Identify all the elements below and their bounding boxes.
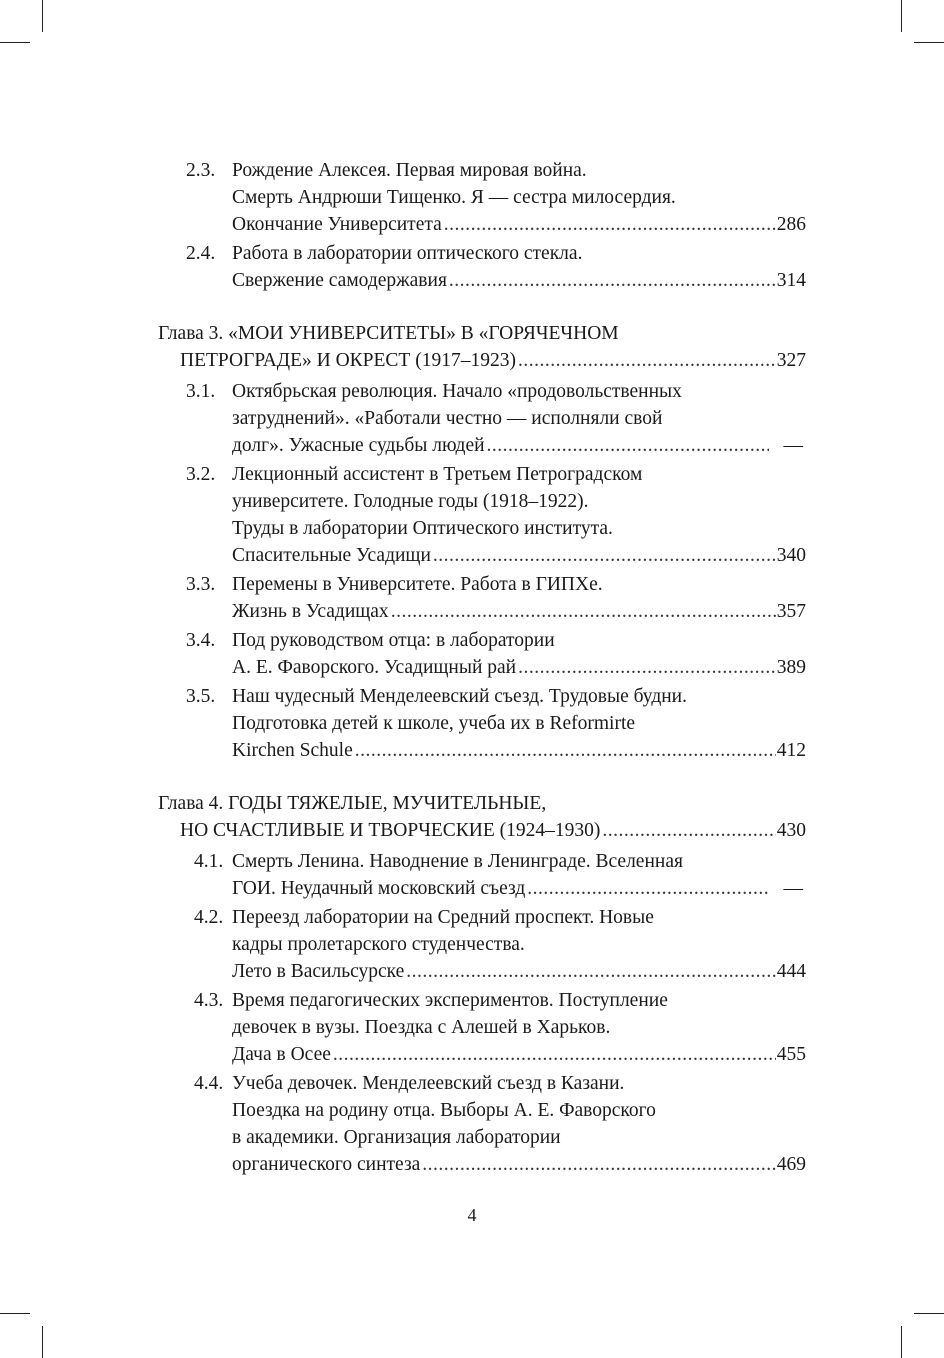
- entry-title-line: Под руководством отца: в лаборатории: [232, 630, 555, 651]
- chapter-title-line: НО СЧАСТЛИВЫЕ И ТВОРЧЕСКИЕ (1924–1930): [180, 820, 601, 841]
- toc-entry-4-1[interactable]: [158, 848, 806, 902]
- entry-title-line: Спасительные Усадищи: [232, 545, 431, 566]
- toc-entry-3-1[interactable]: [158, 378, 806, 459]
- page-number: —: [783, 878, 803, 899]
- entry-title-line: Поездка на родину отца. Выборы А. Е. Фаворского: [232, 1100, 656, 1121]
- entry-number: 3.1.: [186, 381, 216, 402]
- entry-title-line: Лекционный ассистент в Третьем Петроградском: [232, 464, 643, 485]
- dot-leader: [518, 347, 776, 374]
- toc-entry-3-4[interactable]: [158, 627, 806, 681]
- toc-entry-3-2[interactable]: [158, 461, 806, 569]
- chapter-title-line: Глава 3. «МОИ УНИВЕРСИТЕТЫ» В «ГОРЯЧЕЧНОМ: [158, 323, 619, 344]
- crop-mark-bottom-left-v: [42, 1326, 43, 1358]
- toc-entry-3-3[interactable]: [158, 571, 806, 625]
- entry-title-line: кадры пролетарского студенчества.: [232, 934, 525, 955]
- entry-title-line: долг». Ужасные судьбы людей: [232, 435, 485, 456]
- entry-number: 3.5.: [186, 686, 216, 707]
- page-number: 357: [776, 601, 806, 622]
- dot-leader: [391, 598, 776, 625]
- entry-title-line: университете. Голодные годы (1918–1922).: [232, 491, 589, 512]
- page-number: 455: [776, 1044, 806, 1065]
- page-number: —: [783, 435, 803, 456]
- entry-number: 2.3.: [186, 160, 216, 181]
- entry-number: 4.2.: [194, 907, 224, 928]
- crop-mark-bottom-left-h: [0, 1313, 30, 1314]
- entry-title-line: Свержение самодержавия: [232, 270, 447, 291]
- page-number: 444: [776, 961, 806, 982]
- entry-title-line: Переезд лаборатории на Средний проспект. Новые: [232, 907, 654, 928]
- entry-title-line: Лето в Васильсурске: [232, 961, 405, 982]
- entry-title-line: Жизнь в Усадищах: [232, 601, 389, 622]
- dot-leader: [449, 267, 776, 294]
- chapter-title-line: Глава 4. ГОДЫ ТЯЖЕЛЫЕ, МУЧИТЕЛЬНЫЕ,: [158, 793, 547, 814]
- page-number: 286: [776, 214, 806, 235]
- toc-chapter-3[interactable]: [158, 320, 806, 374]
- page-number: 389: [776, 657, 806, 678]
- toc-entry-2-4[interactable]: [158, 240, 806, 294]
- entry-title-line: Kirchen Schule: [232, 740, 353, 761]
- toc-entry-4-4[interactable]: [158, 1070, 806, 1178]
- page-number: 430: [776, 820, 806, 841]
- crop-mark-top-right-h: [914, 42, 944, 43]
- entry-number: 3.3.: [186, 574, 216, 595]
- entry-title-line: девочек в вузы. Поездка с Алешей в Харьков.: [232, 1017, 611, 1038]
- entry-number: 3.2.: [186, 464, 216, 485]
- crop-mark-bottom-right-h: [914, 1313, 944, 1314]
- page-number: 412: [776, 740, 806, 761]
- page-number: 469: [776, 1154, 806, 1175]
- toc-chapter-4[interactable]: [158, 790, 806, 844]
- entry-number: 2.4.: [186, 243, 216, 264]
- entry-title-line: ГОИ. Неудачный московский съезд: [232, 878, 526, 899]
- crop-mark-top-left-h: [0, 42, 30, 43]
- entry-title-line: Окончание Университета: [232, 214, 442, 235]
- entry-title-line: Работа в лаборатории оптического стекла.: [232, 243, 583, 264]
- dot-leader: [422, 1151, 775, 1178]
- entry-number: 4.3.: [194, 990, 224, 1011]
- entry-title-line: Труды в лаборатории Оптического института.: [232, 518, 613, 539]
- page-folio-number: 4: [467, 1205, 477, 1225]
- entry-title-line: Смерть Андрюши Тищенко. Я — сестра милосердия.: [232, 187, 676, 208]
- entry-number: 3.4.: [186, 630, 216, 651]
- entry-number: 4.4.: [194, 1073, 224, 1094]
- table-of-contents: [158, 157, 806, 1180]
- entry-title-line: Учеба девочек. Менделеевский съезд в Казани.: [232, 1073, 625, 1094]
- dot-leader: [406, 958, 775, 985]
- entry-number: 4.1.: [194, 851, 224, 872]
- dot-leader: [602, 817, 775, 844]
- entry-title-line: Октябрьская революция. Начало «продовольственных: [232, 381, 682, 402]
- crop-mark-top-left-v: [42, 0, 43, 32]
- toc-entry-4-2[interactable]: [158, 904, 806, 985]
- dot-leader: [487, 432, 769, 459]
- toc-entry-3-5[interactable]: [158, 683, 806, 764]
- crop-mark-bottom-right-v: [901, 1326, 902, 1358]
- entry-title-line: Наш чудесный Менделеевский съезд. Трудовые будни.: [232, 686, 687, 707]
- entry-title-line: Подготовка детей к школе, учеба их в Reformirte: [232, 713, 636, 734]
- dot-leader: [527, 875, 768, 902]
- dot-leader: [333, 1041, 776, 1068]
- entry-title-line: Смерть Ленина. Наводнение в Ленинграде. Вселенная: [232, 851, 683, 872]
- dot-leader: [355, 737, 776, 764]
- dot-leader: [444, 211, 776, 238]
- entry-title-line: в академики. Организация лаборатории: [232, 1127, 561, 1148]
- entry-title-line: органического синтеза: [232, 1154, 421, 1175]
- toc-entry-4-3[interactable]: [158, 987, 806, 1068]
- entry-title-line: А. Е. Фаворского. Усадищный рай: [232, 657, 517, 678]
- chapter-title-line: ПЕТРОГРАДЕ» И ОКРЕСТ (1917–1923): [180, 350, 516, 371]
- dot-leader: [518, 654, 776, 681]
- toc-entry-2-3[interactable]: [158, 157, 806, 238]
- dot-leader: [433, 542, 776, 569]
- page-number: 340: [776, 545, 806, 566]
- entry-title-line: Перемены в Университете. Работа в ГИПХе.: [232, 574, 603, 595]
- crop-mark-top-right-v: [901, 0, 902, 32]
- entry-title-line: Рождение Алексея. Первая мировая война.: [232, 160, 587, 181]
- entry-title-line: Время педагогических экспериментов. Поступление: [232, 990, 668, 1011]
- page-number: 314: [776, 270, 806, 291]
- entry-title-line: затруднений». «Работали честно — исполняли свой: [232, 408, 663, 429]
- page-number: 327: [776, 350, 806, 371]
- entry-title-line: Дача в Осее: [232, 1044, 331, 1065]
